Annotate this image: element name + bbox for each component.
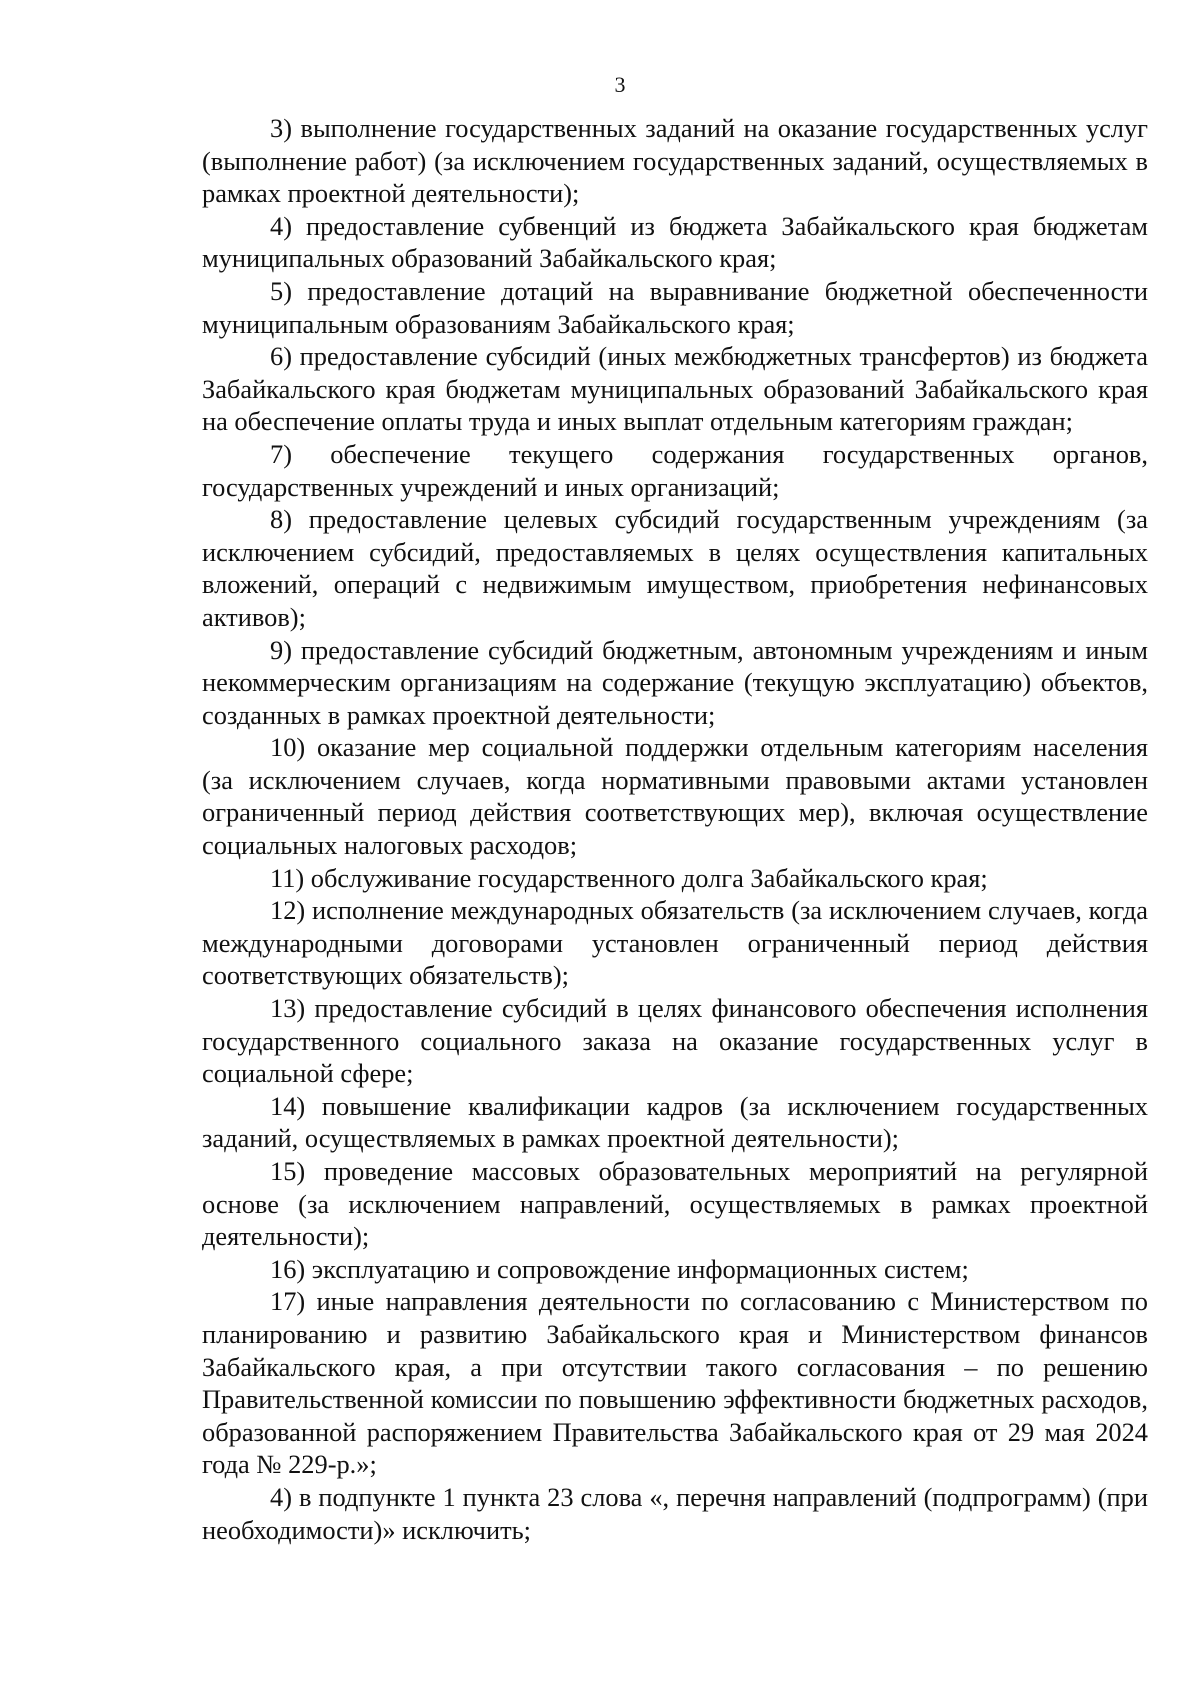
paragraph-item-3: 3) выполнение государственных заданий на оказание государственных услуг (выполнение работ) (за исключением государственных заданий, осуществляемых в рамках проектной деятельности); [202,113,1148,209]
paragraph-item-13: 13) предоставление субсидий в целях финансового обеспечения исполнения государственного социального заказа на оказание государственных услуг в социальной сфере; [202,993,1148,1089]
paragraph-item-10: 10) оказание мер социальной поддержки отдельным категориям населения (за исключением случаев, когда нормативными правовыми актами установлен ограниченный период действия соответствующих мер), включая осуществление социальных налоговых расходов; [202,732,1148,861]
paragraph-item-16: 16) эксплуатацию и сопровождение информационных систем; [270,1253,969,1284]
document-body [202,112,1148,1546]
paragraph-item-14: 14) повышение квалификации кадров (за исключением государственных заданий, осуществляемых в рамках проектной деятельности); [202,1090,1148,1154]
paragraph-item-12: 12) исполнение международных обязательств (за исключением случаев, когда международными договорами установлен ограниченный период действия соответствующих обязательств); [202,895,1148,991]
paragraph-amendment-4: 4) в подпункте 1 пункта 23 слова «, перечня направлений (подпрограмм) (при необходимости)» исключить; [202,1481,1148,1545]
paragraph-item-17: 17) иные направления деятельности по согласованию с Министерством по планированию и развитию Забайкальского края и Министерством финансов Забайкальского края, а при отсутствии такого согласования – по решению Правительственной комиссии по повышению эффективности бюджетных расходов, образованной распоряжением Правительства Забайкальского края от 29 мая 2024 года № 229-р.»; [202,1286,1148,1480]
paragraph-item-8: 8) предоставление целевых субсидий государственным учреждениям (за исключением субсидий, предоставляемых в целях осуществления капитальных вложений, операций с недвижимым имуществом, приобретения нефинансовых активов); [202,504,1148,632]
paragraph-item-6: 6) предоставление субсидий (иных межбюджетных трансфертов) из бюджета Забайкальского края бюджетам муниципальных образований Забайкальского края на обеспечение оплаты труда и иных выплат отдельным категориям граждан; [202,341,1148,437]
paragraph-item-5: 5) предоставление дотаций на выравнивание бюджетной обеспеченности муниципальным образованиям Забайкальского края; [202,275,1148,339]
paragraph-item-11: 11) обслуживание государственного долга Забайкальского края; [270,862,988,893]
paragraph-item-4: 4) предоставление субвенций из бюджета Забайкальского края бюджетам муниципальных образований Забайкальского края; [202,210,1148,274]
paragraph-item-9: 9) предоставление субсидий бюджетным, автономным учреждениям и иным некоммерческим организациям на содержание (текущую эксплуатацию) объектов, созданных в рамках проектной деятельности; [202,634,1148,730]
paragraph-item-7: 7) обеспечение текущего содержания государственных органов, государственных учреждений и иных организаций; [202,438,1148,502]
page-number: 3 [614,72,626,97]
paragraph-item-15: 15) проведение массовых образовательных мероприятий на регулярной основе (за исключением направлений, осуществляемых в рамках проектной деятельности); [202,1156,1148,1252]
